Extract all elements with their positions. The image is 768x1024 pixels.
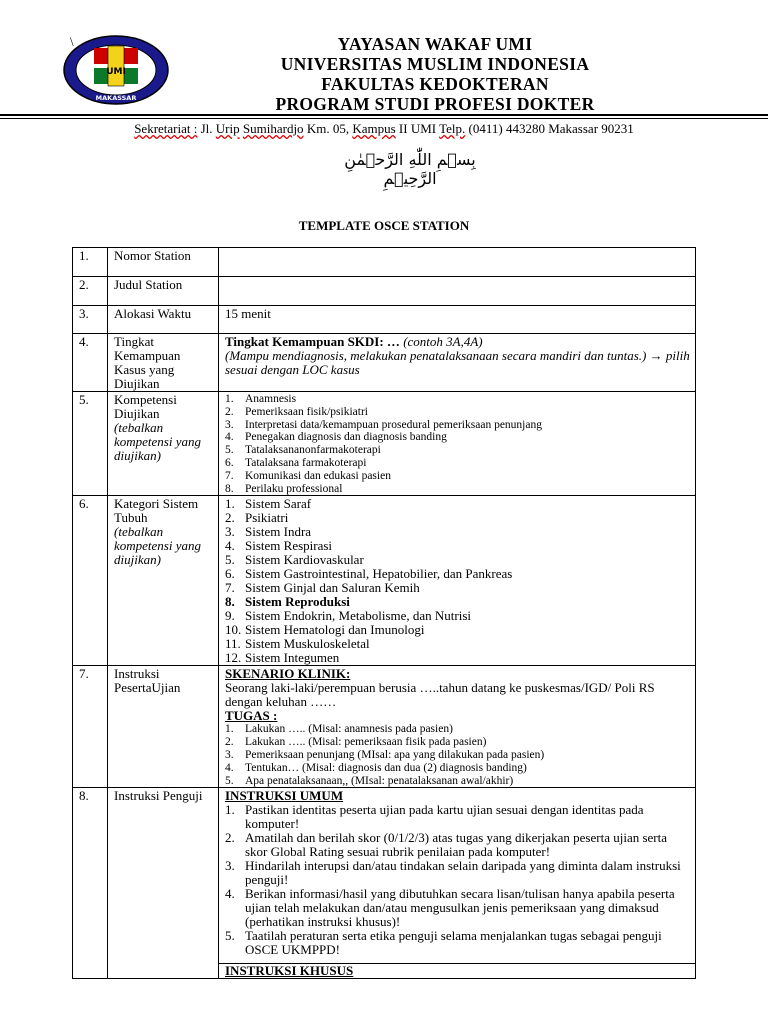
list-item[interactable]: 5. Sistem Kardiovaskular	[225, 552, 364, 568]
list-item[interactable]: 11. Sistem Muskuloskeletal	[225, 636, 370, 652]
list-item[interactable]: 5. Apa penatalaksanaan,, (MIsal: penatalaksanan awal/akhir)	[225, 774, 514, 787]
skdi-example: (contoh 3A,4A)	[399, 334, 483, 349]
row-label: Alokasi Waktu	[108, 306, 219, 334]
list-item[interactable]: 9. Sistem Endokrin, Metabolisme, dan Nutrisi	[225, 608, 472, 624]
row-number: 1.	[73, 248, 108, 277]
general-instructions-heading: INSTRUKSI UMUM	[225, 788, 344, 804]
table-row	[73, 277, 696, 306]
header-line: FAKULTAS KEDOKTERAN	[321, 74, 549, 94]
list-item[interactable]: 4. Berikan informasi/hasil yang dibutuhkan secara lisan/tulisan hanya apabila peserta ujian telah melakukan dan/atau mengusulkan jenis pemeriksaan yang dimaksud (perhatikan instruksi khusus)!	[225, 886, 675, 930]
basmala-calligraphy: بِسۡمِ اللّٰهِ الرَّحۡمٰنِ الرَّحِيۡمِ	[344, 150, 476, 188]
row-number: 7.	[73, 666, 108, 788]
header-rule-thin	[0, 118, 768, 119]
row-value[interactable]	[219, 248, 696, 277]
row-number: 6.	[73, 496, 108, 666]
row-label: Tingkat Kemampuan Kasus yang Diujikan	[108, 334, 219, 392]
competency-list	[225, 393, 690, 495]
table-row	[73, 306, 696, 334]
scenario-heading: SKENARIO KLINIK:	[225, 666, 351, 682]
list-item-selected[interactable]: 8. Sistem Reproduksi	[225, 594, 350, 610]
table-row	[73, 788, 696, 979]
row-value	[219, 788, 696, 979]
osce-station-table	[72, 247, 696, 979]
list-item[interactable]: 10. Sistem Hematologi dan Imunologi	[225, 622, 425, 638]
list-item[interactable]: 4. Penegakan diagnosis dan diagnosis banding	[225, 431, 447, 444]
list-item[interactable]: 8. Perilaku professional	[225, 482, 343, 495]
row-label: Instruksi PesertaUjian	[108, 666, 219, 788]
row-label: Kompetensi Diujikan (tebalkan kompetensi yang diujikan)	[108, 392, 219, 496]
svg-text:MAKASSAR: MAKASSAR	[95, 94, 137, 102]
row-label: Judul Station	[108, 277, 219, 306]
list-item[interactable]: 7. Komunikasi dan edukasi pasien	[225, 469, 391, 482]
stray-mark: \	[70, 34, 74, 49]
list-item[interactable]: 5. Taatilah peraturan serta etika penguji selama menjalankan tugas sebagai penguji OSCE UKMPPD!	[225, 928, 662, 958]
list-item[interactable]: 12. Sistem Integumen	[225, 650, 340, 666]
row-label: Instruksi Penguji	[108, 788, 219, 979]
list-item[interactable]: 1. Anamnesis	[225, 393, 297, 405]
row-number: 8.	[73, 788, 108, 979]
list-item[interactable]: 1. Lakukan ….. (Misal: anamnesis pada pasien)	[225, 723, 453, 736]
list-item[interactable]: 2. Pemeriksaan fisik/psikiatri	[225, 405, 368, 418]
university-logo	[62, 34, 170, 106]
header-line: YAYASAN WAKAF UMI	[337, 34, 533, 54]
list-item[interactable]: 2. Lakukan ….. (Misal: pemeriksaan fisik pada pasien)	[225, 736, 487, 749]
general-instructions-list	[225, 803, 690, 957]
tasks-heading: TUGAS :	[225, 708, 278, 724]
list-item[interactable]: 1. Sistem Saraf	[225, 496, 312, 512]
table-row	[73, 248, 696, 277]
row-number: 5.	[73, 392, 108, 496]
list-item[interactable]: 6. Tatalaksana farmakoterapi	[225, 456, 367, 469]
list-item[interactable]: 7. Sistem Ginjal dan Saluran Kemih	[225, 580, 420, 596]
row-number: 4.	[73, 334, 108, 392]
body-system-list	[225, 497, 690, 665]
list-item[interactable]: 2. Amatilah dan berilah skor (0/1/2/3) atas tugas yang dikerjakan peserta ujian serta skor Global Rating sesuai rubrik penilaian pada komputer!	[225, 830, 667, 860]
row-label: Kategori Sistem Tubuh (tebalkan kompetensi yang diujikan)	[108, 496, 219, 666]
list-item[interactable]: 3. Sistem Indra	[225, 524, 312, 540]
header-rule	[0, 114, 768, 116]
institution-header	[200, 34, 670, 114]
list-item[interactable]: 2. Psikiatri	[225, 510, 289, 526]
list-item[interactable]: 1. Pastikan identitas peserta ujian pada kartu ujian sesuai dengan identitas pada komputer!	[225, 802, 644, 832]
scenario-text[interactable]: Seorang laki-laki/perempuan berusia …..tahun datang ke puskesmas/IGD/ Poli RS dengan keluhan ……	[225, 680, 655, 710]
list-item[interactable]: 3. Interpretasi data/kemampuan prosedural pemeriksaan penunjang	[225, 418, 542, 431]
skdi-description: (Mampu mendiagnosis, melakukan penatalaksanaan secara mandiri dan tuntas.) → pilih sesuai dengan LOC kasus	[225, 348, 690, 377]
document-title: TEMPLATE OSCE STATION	[298, 218, 470, 233]
list-item[interactable]: 4. Tentukan… (Misal: diagnosis dan dua (2) diagnosis banding)	[225, 761, 527, 774]
table-row	[73, 392, 696, 496]
list-item[interactable]: 3. Hindarilah interupsi dan/atau tindakan selain daripada yang diminta dalam instruksi penguji!	[225, 858, 681, 888]
list-item[interactable]: 3. Pemeriksaan penunjang (MIsal: apa yang dilakukan pada pasien)	[225, 748, 545, 761]
special-instructions-heading: INSTRUKSI KHUSUS	[225, 963, 354, 979]
table-row	[73, 666, 696, 788]
list-item[interactable]: 6. Sistem Gastrointestinal, Hepatobilier, dan Pankreas	[225, 566, 513, 582]
row-value	[219, 392, 696, 496]
row-value	[219, 496, 696, 666]
row-label: Nomor Station	[108, 248, 219, 277]
row-value[interactable]: 15 menit	[219, 306, 696, 334]
row-value	[219, 666, 696, 788]
header-line: PROGRAM STUDI PROFESI DOKTER	[275, 94, 595, 114]
list-item[interactable]: 5. Tatalaksananonfarmakoterapi	[225, 444, 381, 457]
skdi-level: Tingkat Kemampuan SKDI: …	[225, 334, 400, 349]
table-row	[73, 496, 696, 666]
secretariat-address: Sekretariat : Jl. Urip Sumihardjo Km. 05, Kampus II UMI Telp. (0411) 443280 Makassar 90231	[134, 121, 634, 136]
row-number: 3.	[73, 306, 108, 334]
row-value[interactable]	[219, 334, 696, 392]
header-line: UNIVERSITAS MUSLIM INDONESIA	[280, 54, 590, 74]
table-row	[73, 334, 696, 392]
svg-text:UMI: UMI	[106, 67, 126, 77]
task-list	[225, 723, 690, 787]
row-number: 2.	[73, 277, 108, 306]
row-value[interactable]	[219, 277, 696, 306]
list-item[interactable]: 4. Sistem Respirasi	[225, 538, 333, 554]
